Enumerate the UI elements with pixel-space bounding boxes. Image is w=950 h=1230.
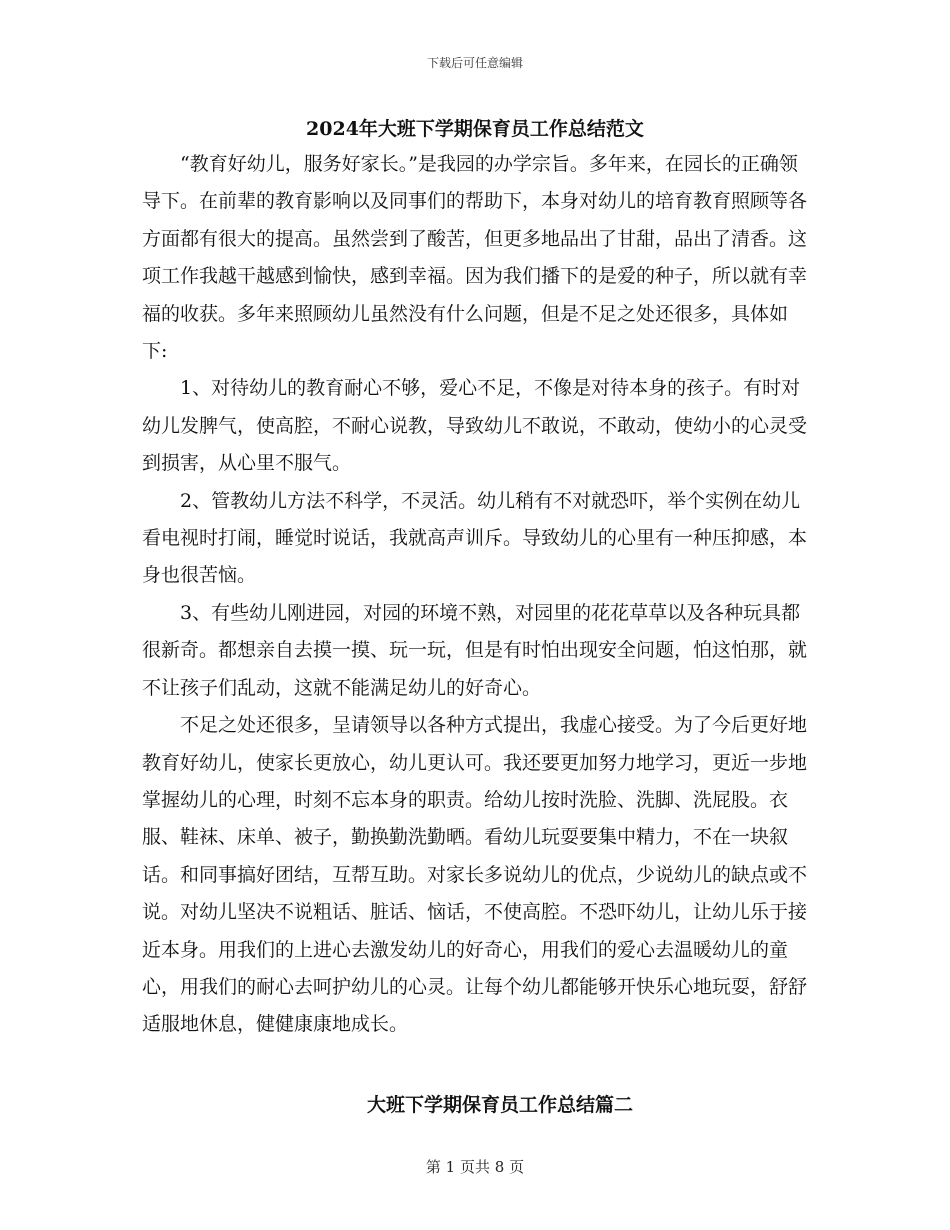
paragraph-item-3: 3、有些幼儿刚进园，对园的环境不熟，对园里的花花草草以及各种玩具都很新奇。都想亲自去摸一摸、玩一玩，但是有时怕出现安全问题，怕这怕那，就不让孩子们乱动，这就不能满足幼儿的好奇心。 [142,601,808,699]
document-body [142,146,812,1044]
paragraph-conclusion: 不足之处还很多，呈请领导以各种方式提出，我虚心接受。为了今后更好地教育好幼儿，使家长更放心，幼儿更认可。我还要更加努力地学习，更近一步地掌握幼儿的心理，时刻不忘本身的职责。给幼儿按时洗脸、洗脚、洗屁股。衣服、鞋袜、床单、被子，勤换勤洗勤晒。看幼儿玩耍要集中精力，不在一块叙话。和同事搞好团结，互帮互助。对家长多说幼儿的优点，少说幼儿的缺点或不说。对幼儿坚决不说粗话、脏话、恼话，不使高腔。不恐吓幼儿，让幼儿乐于接近本身。用我们的上进心去激发幼儿的好奇心，用我们的爱心去温暖幼儿的童心，用我们的耐心去呵护幼儿的心灵。让每个幼儿都能够开快乐心地玩耍，舒舒适服地休息，健健康康地成长。 [142,714,808,1036]
paragraph-intro: “教育好幼儿，服务好家长。”是我园的办学宗旨。多年来，在园长的正确领导下。在前辈的教育影响以及同事们的帮助下，本身对幼儿的培育教育照顾等各方面都有很大的提高。虽然尝到了酸苦，但更多地品出了甘甜，品出了清香。这项工作我越干越感到愉快，感到幸福。因为我们播下的是爱的种子，所以就有幸福的收获。多年来照顾幼儿虽然没有什么问题，但是不足之处还很多，具体如下: [142,153,808,363]
paragraph-item-2: 2、管教幼儿方法不科学，不灵活。幼儿稍有不对就恐吓，举个实例在幼儿看电视时打闹，睡觉时说话，我就高声训斥。导致幼儿的心里有一种压抑感，本身也很苦恼。 [142,489,808,587]
paragraph-item-1: 1、对待幼儿的教育耐心不够，爱心不足，不像是对待本身的孩子。有时对幼儿发脾气，使高腔，不耐心说教，导致幼儿不敢说，不敢动，使幼小的心灵受到损害，从心里不服气。 [142,377,808,475]
document-title: 2024年大班下学期保育员工作总结范文 [306,118,644,140]
page-header-note: 下载后可任意编辑 [426,56,523,70]
section-title: 大班下学期保育员工作总结篇二 [366,1094,633,1116]
page-number: 第 1 页共 8 页 [425,1158,525,1176]
